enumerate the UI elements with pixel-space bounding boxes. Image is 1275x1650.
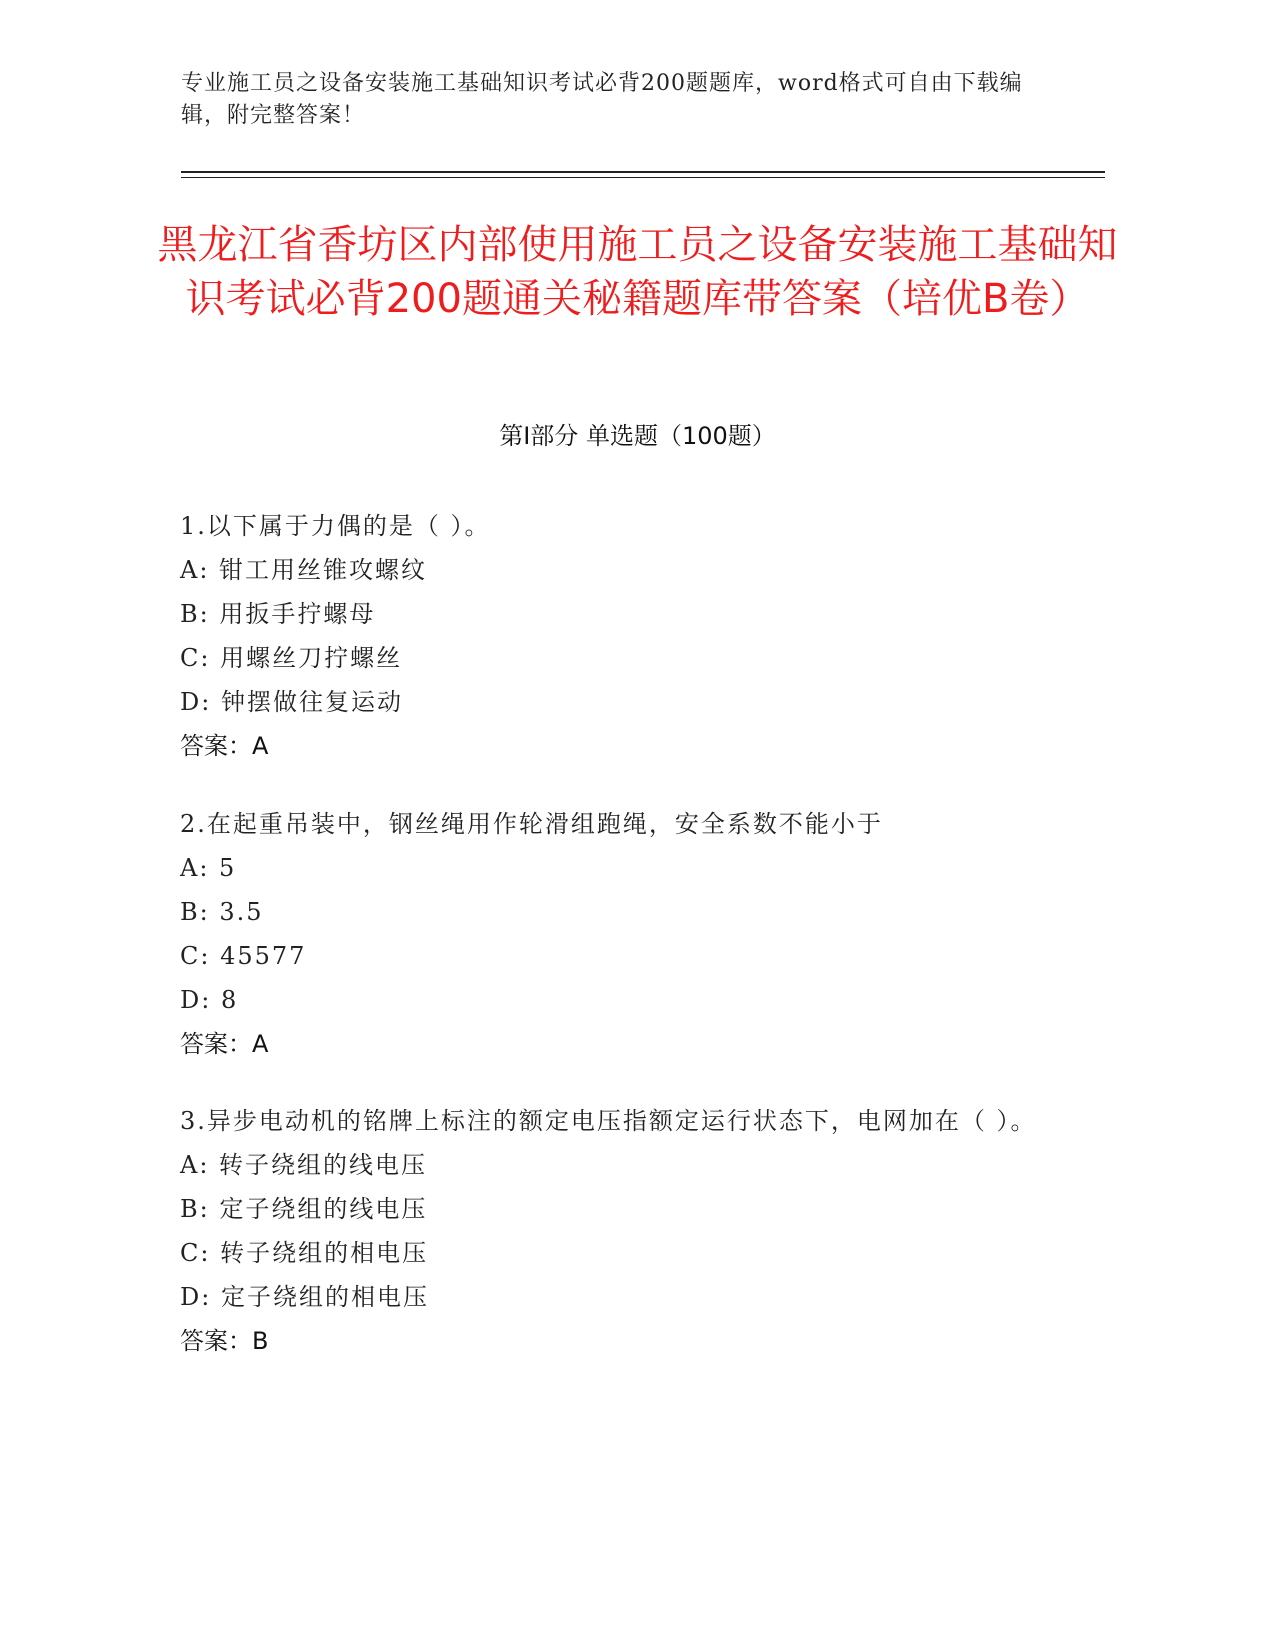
header-divider-thin [181, 177, 1105, 178]
question-list [180, 504, 1060, 1397]
option-a: A: 钳工用丝锥攻螺纹 [180, 556, 428, 584]
option-c: C: 转子绕组的相电压 [180, 1239, 429, 1267]
answer: 答案：A [180, 732, 269, 760]
option-c: C: 45577 [180, 942, 307, 970]
question-1 [180, 504, 1060, 768]
answer: 答案：B [180, 1327, 269, 1355]
option-a: A: 5 [180, 854, 237, 882]
answer: 答案：A [180, 1030, 269, 1058]
option-a: A: 转子绕组的线电压 [180, 1151, 428, 1179]
question-stem: 2.在起重吊装中，钢丝绳用作轮滑组跑绳，安全系数不能小于 [180, 810, 883, 838]
header-divider-thick [181, 171, 1105, 173]
option-d: D: 定子绕组的相电压 [180, 1283, 429, 1311]
option-d: D: 钟摆做往复运动 [180, 688, 403, 716]
question-stem: 1.以下属于力偶的是（ ）。 [180, 512, 491, 540]
option-d: D: 8 [180, 986, 239, 1014]
header-note: 专业施工员之设备安装施工基础知识考试必背200题题库，word格式可自由下载编辑，附完整答案！ [181, 71, 1023, 128]
document-title: 黑龙江省香坊区内部使用施工员之设备安装施工基础知识考试必背200题通关秘籍题库带答案（培优B卷） [157, 222, 1118, 322]
question-stem: 3.异步电动机的铭牌上标注的额定电压指额定运行状态下，电网加在（ ）。 [180, 1107, 1037, 1135]
option-c: C: 用螺丝刀拧螺丝 [180, 644, 403, 672]
section-title: 第Ⅰ部分 单选题（100题） [499, 422, 776, 450]
question-2 [180, 802, 1060, 1066]
option-b: B: 用扳手拧螺母 [180, 600, 376, 628]
option-b: B: 定子绕组的线电压 [180, 1195, 428, 1223]
question-3 [180, 1100, 1060, 1363]
option-b: B: 3.5 [180, 898, 264, 926]
